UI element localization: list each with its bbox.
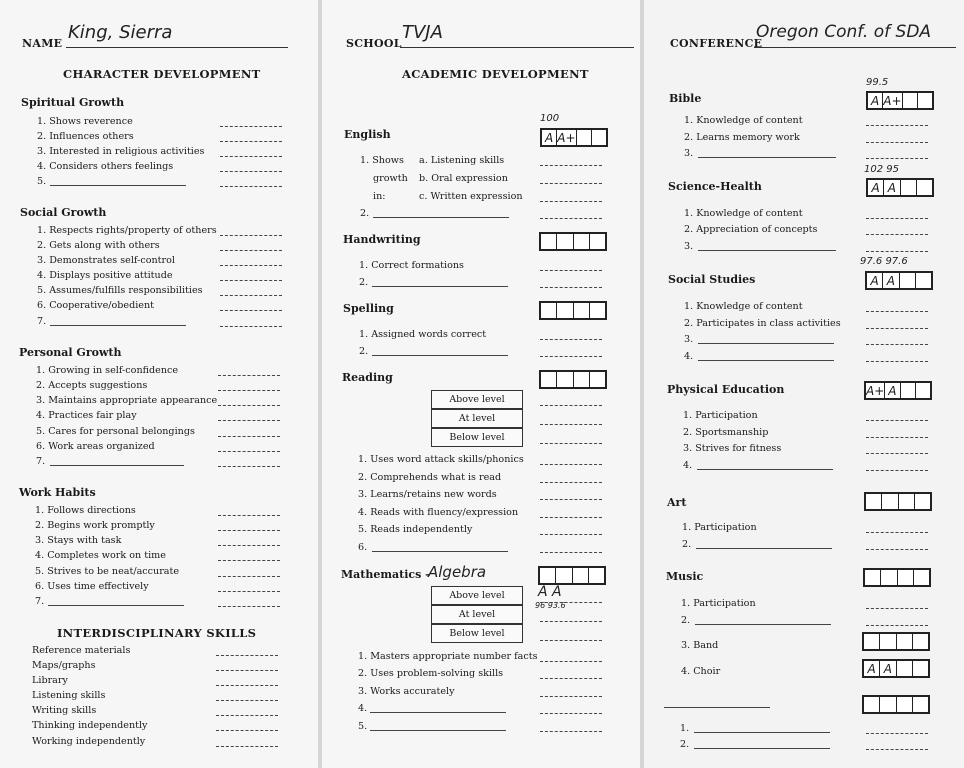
student-name: King, Sierra bbox=[68, 22, 173, 43]
grade-blank-line bbox=[866, 344, 928, 345]
list-item: 2. Accepts suggestions bbox=[36, 380, 148, 391]
reading-at-level: At level bbox=[431, 409, 523, 428]
grade-blank-line bbox=[866, 733, 928, 734]
grade-blank-line bbox=[540, 517, 602, 518]
grade-blank-line bbox=[866, 470, 928, 471]
list-item: 2. Begins work promptly bbox=[35, 520, 155, 531]
grade-blank-line bbox=[218, 390, 280, 391]
grade-blank-line bbox=[216, 700, 278, 701]
grade-blank-line bbox=[540, 165, 602, 166]
grade-blank-line bbox=[218, 545, 280, 546]
name-label: NAME bbox=[22, 37, 63, 50]
grade-blank-line bbox=[540, 621, 602, 622]
mathematics-course: Algebra bbox=[428, 563, 487, 581]
grade-blank-line bbox=[220, 250, 282, 251]
choir-grade-box: A A bbox=[862, 659, 930, 678]
list-item: 4. Considers others feelings bbox=[37, 161, 174, 172]
work-habits-title: Work Habits bbox=[19, 486, 96, 499]
grade-blank-line bbox=[866, 749, 928, 750]
list-item: 1. Follows directions bbox=[35, 505, 136, 516]
grade-blank-line bbox=[540, 696, 602, 697]
list-item: 1. Participation bbox=[681, 598, 756, 609]
art-grade-box bbox=[864, 492, 932, 511]
list-item: 5. Assumes/fulfills responsibilities bbox=[37, 285, 203, 296]
grade-blank-line bbox=[218, 530, 280, 531]
list-item: 1. Participation bbox=[682, 522, 757, 533]
list-item: b. Oral expression bbox=[419, 173, 508, 184]
list-item: 3. Interested in religious activities bbox=[37, 146, 205, 157]
grade-blank-line bbox=[218, 591, 280, 592]
grade-blank-line bbox=[220, 186, 282, 187]
science-health-grade-box: A A bbox=[866, 178, 934, 197]
subjects-panel bbox=[644, 0, 964, 768]
list-item: 3. Maintains appropriate appearance bbox=[36, 395, 218, 406]
list-item: 1. Shows bbox=[360, 155, 404, 166]
list-item: 2. Learns memory work bbox=[684, 132, 800, 143]
personal-growth-title: Personal Growth bbox=[19, 346, 122, 359]
reading-grade-box bbox=[539, 370, 607, 389]
grade-blank-line bbox=[540, 201, 602, 202]
grade-blank-line bbox=[540, 339, 602, 340]
list-item: 4. Reads with fluency/expression bbox=[358, 507, 519, 518]
grade-blank-line bbox=[540, 405, 602, 406]
grade-blank-line bbox=[866, 420, 928, 421]
list-item: 1. Knowledge of content bbox=[684, 115, 803, 126]
band-grade-box bbox=[862, 632, 930, 651]
list-item: 1. Masters appropriate number facts bbox=[358, 651, 538, 662]
grade-blank-line bbox=[218, 466, 280, 467]
list-item: 1. Correct formations bbox=[359, 260, 464, 271]
list-item: 3. Strives for fitness bbox=[683, 443, 782, 454]
list-item: 5. Cares for personal belongings bbox=[36, 426, 195, 437]
grade-blank-line bbox=[540, 464, 602, 465]
grade-blank-line bbox=[540, 640, 602, 641]
bible-title: Bible bbox=[669, 92, 702, 105]
grade-blank-line bbox=[220, 295, 282, 296]
mathematics-grade-box bbox=[538, 566, 606, 585]
grade-blank-line bbox=[866, 361, 928, 362]
grade-blank-line bbox=[540, 183, 602, 184]
school-name: TVJA bbox=[402, 22, 443, 43]
list-item: 1. Knowledge of content bbox=[684, 208, 803, 219]
conference-label: CONFERENCE bbox=[670, 37, 763, 50]
character-development-title: CHARACTER DEVELOPMENT bbox=[63, 67, 261, 81]
reading-below-level: Below level bbox=[431, 428, 523, 447]
social-studies-title: Social Studies bbox=[668, 273, 756, 286]
list-item: 6. Uses time effectively bbox=[35, 581, 149, 592]
grade-blank-line bbox=[220, 126, 282, 127]
choir-label: 4. Choir bbox=[681, 666, 721, 677]
bible-score-note: 99.5 bbox=[866, 77, 889, 88]
list-item: 1. bbox=[680, 723, 690, 734]
grade-blank-line bbox=[218, 451, 280, 452]
grade-blank-line bbox=[216, 730, 278, 731]
grade-blank-line bbox=[866, 625, 928, 626]
reading-above-level: Above level bbox=[431, 390, 523, 409]
music-title: Music bbox=[666, 570, 704, 583]
grade-blank-line bbox=[216, 655, 278, 656]
grade-blank-line bbox=[220, 141, 282, 142]
conference-name: Oregon Conf. of SDA bbox=[756, 22, 932, 42]
academic-development-panel bbox=[322, 0, 640, 768]
list-item: 3. bbox=[684, 148, 694, 159]
list-item: Maps/graphs bbox=[32, 660, 96, 671]
grade-blank-line bbox=[220, 310, 282, 311]
list-item: 3. bbox=[684, 334, 694, 345]
list-item: 5. Strives to be neat/accurate bbox=[35, 566, 180, 577]
school-label: SCHOOL bbox=[346, 37, 402, 50]
list-item: 1. Shows reverence bbox=[37, 116, 133, 127]
list-item: 2. Influences others bbox=[37, 131, 134, 142]
list-item: 4. Displays positive attitude bbox=[37, 270, 173, 281]
list-item: Writing skills bbox=[32, 705, 97, 716]
grade-blank-line bbox=[540, 552, 602, 553]
list-item: Listening skills bbox=[32, 690, 106, 701]
grade-blank-line bbox=[540, 602, 602, 603]
list-item: 4. Completes work on time bbox=[35, 550, 166, 561]
list-item: Working independently bbox=[32, 736, 146, 747]
physical-education-grade-box: A+ A bbox=[864, 381, 932, 400]
academic-development-title: ACADEMIC DEVELOPMENT bbox=[402, 67, 589, 81]
grade-blank-line bbox=[866, 453, 928, 454]
grade-blank-line bbox=[866, 142, 928, 143]
grade-blank-line bbox=[540, 270, 602, 271]
physical-education-title: Physical Education bbox=[667, 383, 785, 396]
grade-blank-line bbox=[540, 443, 602, 444]
english-title: English bbox=[344, 128, 391, 141]
math-margin-grades: A A bbox=[538, 584, 562, 600]
art-title: Art bbox=[667, 496, 687, 509]
handwriting-grade-box bbox=[539, 232, 607, 251]
reading-title: Reading bbox=[342, 371, 393, 384]
grade-blank-line bbox=[866, 311, 928, 312]
extra-subject-line bbox=[664, 707, 770, 708]
grade-blank-line bbox=[220, 235, 282, 236]
grade-blank-line bbox=[540, 678, 602, 679]
list-item: 4. bbox=[683, 460, 693, 471]
grade-blank-line bbox=[866, 234, 928, 235]
list-item: 7. bbox=[36, 456, 46, 467]
grade-blank-line bbox=[540, 482, 602, 483]
grade-blank-line bbox=[216, 746, 278, 747]
list-item: 5. bbox=[37, 176, 47, 187]
grade-blank-line bbox=[866, 328, 928, 329]
grade-blank-line bbox=[216, 715, 278, 716]
english-grade-box: A A+ bbox=[540, 128, 608, 147]
list-item: 1. Respects rights/property of others bbox=[37, 225, 217, 236]
grade-blank-line bbox=[218, 420, 280, 421]
list-item: 2. Participates in class activities bbox=[684, 318, 841, 329]
list-item: c. Written expression bbox=[419, 191, 523, 202]
mathematics-title: Mathematics – bbox=[341, 568, 431, 581]
list-item: 1. Assigned words correct bbox=[359, 329, 487, 340]
grade-blank-line bbox=[218, 515, 280, 516]
grade-blank-line bbox=[866, 608, 928, 609]
grade-blank-line bbox=[866, 437, 928, 438]
list-item: 4. Practices fair play bbox=[36, 410, 137, 421]
grade-blank-line bbox=[540, 661, 602, 662]
band-label: 3. Band bbox=[681, 640, 719, 651]
grade-blank-line bbox=[218, 560, 280, 561]
grade-blank-line bbox=[218, 375, 280, 376]
list-item: 1. Uses word attack skills/phonics bbox=[358, 454, 524, 465]
grade-blank-line bbox=[540, 731, 602, 732]
list-item: 3. Demonstrates self-control bbox=[37, 255, 175, 266]
list-item: 3. Works accurately bbox=[358, 686, 455, 697]
science-health-title: Science-Health bbox=[668, 180, 762, 193]
list-item: a. Listening skills bbox=[419, 155, 505, 166]
list-item: 2. Sportsmanship bbox=[683, 427, 769, 438]
grade-blank-line bbox=[218, 405, 280, 406]
list-item: 2. bbox=[682, 539, 692, 550]
list-item: 5. Reads independently bbox=[358, 524, 473, 535]
social-studies-grade-box: A A bbox=[865, 271, 933, 290]
list-item: 1. Knowledge of content bbox=[684, 301, 803, 312]
grade-blank-line bbox=[218, 576, 280, 577]
bible-grade-box: A A+ bbox=[866, 91, 934, 110]
list-item: 5. bbox=[358, 721, 368, 732]
character-development-panel bbox=[0, 0, 318, 768]
grade-blank-line bbox=[866, 251, 928, 252]
list-item: 4. bbox=[684, 351, 694, 362]
list-item: 2. bbox=[359, 277, 369, 288]
math-below-level: Below level bbox=[431, 624, 523, 643]
grade-blank-line bbox=[540, 534, 602, 535]
interdisciplinary-skills-title: INTERDISCIPLINARY SKILLS bbox=[57, 626, 257, 640]
list-item: 3. Stays with task bbox=[35, 535, 122, 546]
spelling-title: Spelling bbox=[343, 302, 394, 315]
grade-blank-line bbox=[866, 549, 928, 550]
grade-blank-line bbox=[220, 156, 282, 157]
list-item: Reference materials bbox=[32, 645, 131, 656]
grade-blank-line bbox=[866, 532, 928, 533]
list-item: 7. bbox=[35, 596, 45, 607]
grade-blank-line bbox=[218, 436, 280, 437]
grade-blank-line bbox=[218, 606, 280, 607]
grade-blank-line bbox=[216, 670, 278, 671]
list-item: 2. Comprehends what is read bbox=[358, 472, 502, 483]
list-item: 1. Growing in self-confidence bbox=[36, 365, 179, 376]
grade-blank-line bbox=[540, 713, 602, 714]
grade-blank-line bbox=[216, 685, 278, 686]
grade-blank-line bbox=[866, 218, 928, 219]
grade-blank-line bbox=[540, 287, 602, 288]
list-item: 2. Uses problem-solving skills bbox=[358, 668, 504, 679]
grade-blank-line bbox=[866, 158, 928, 159]
list-item: 2. Gets along with others bbox=[37, 240, 160, 251]
list-item: 6. bbox=[358, 542, 368, 553]
list-item: 3. Learns/retains new words bbox=[358, 489, 497, 500]
spelling-grade-box bbox=[539, 301, 607, 320]
list-item: in: bbox=[373, 191, 386, 202]
list-item: 6. Cooperative/obedient bbox=[37, 300, 154, 311]
grade-blank-line bbox=[540, 424, 602, 425]
math-margin-scores: 96 93.6 bbox=[535, 601, 566, 610]
social-growth-title: Social Growth bbox=[20, 206, 107, 219]
list-item: 3. bbox=[684, 241, 694, 252]
grade-blank-line bbox=[220, 280, 282, 281]
spiritual-growth-title: Spiritual Growth bbox=[21, 96, 125, 109]
grade-blank-line bbox=[540, 218, 602, 219]
list-item: 7. bbox=[37, 316, 47, 327]
grade-blank-line bbox=[866, 125, 928, 126]
grade-blank-line bbox=[220, 265, 282, 266]
handwriting-title: Handwriting bbox=[343, 233, 421, 246]
social-studies-score-note: 97.6 97.6 bbox=[860, 256, 908, 267]
math-at-level: At level bbox=[431, 605, 523, 624]
list-item: 2. bbox=[680, 739, 690, 750]
list-item: 2. bbox=[360, 208, 370, 219]
list-item: Thinking independently bbox=[32, 720, 148, 731]
english-score-note: 100 bbox=[540, 113, 560, 124]
list-item: 4. bbox=[358, 703, 368, 714]
list-item: 2. bbox=[359, 346, 369, 357]
extra-grade-box bbox=[862, 695, 930, 714]
grade-blank-line bbox=[540, 499, 602, 500]
list-item: 6. Work areas organized bbox=[36, 441, 155, 452]
grade-blank-line bbox=[540, 356, 602, 357]
grade-blank-line bbox=[220, 326, 282, 327]
list-item: 2. bbox=[681, 615, 691, 626]
list-item: 2. Appreciation of concepts bbox=[684, 224, 818, 235]
list-item: growth bbox=[373, 173, 408, 184]
science-score-note: 102 95 bbox=[864, 164, 899, 175]
music-grade-box bbox=[863, 568, 931, 587]
math-above-level: Above level bbox=[431, 586, 523, 605]
list-item: Library bbox=[32, 675, 68, 686]
grade-blank-line bbox=[220, 171, 282, 172]
list-item: 1. Participation bbox=[683, 410, 758, 421]
